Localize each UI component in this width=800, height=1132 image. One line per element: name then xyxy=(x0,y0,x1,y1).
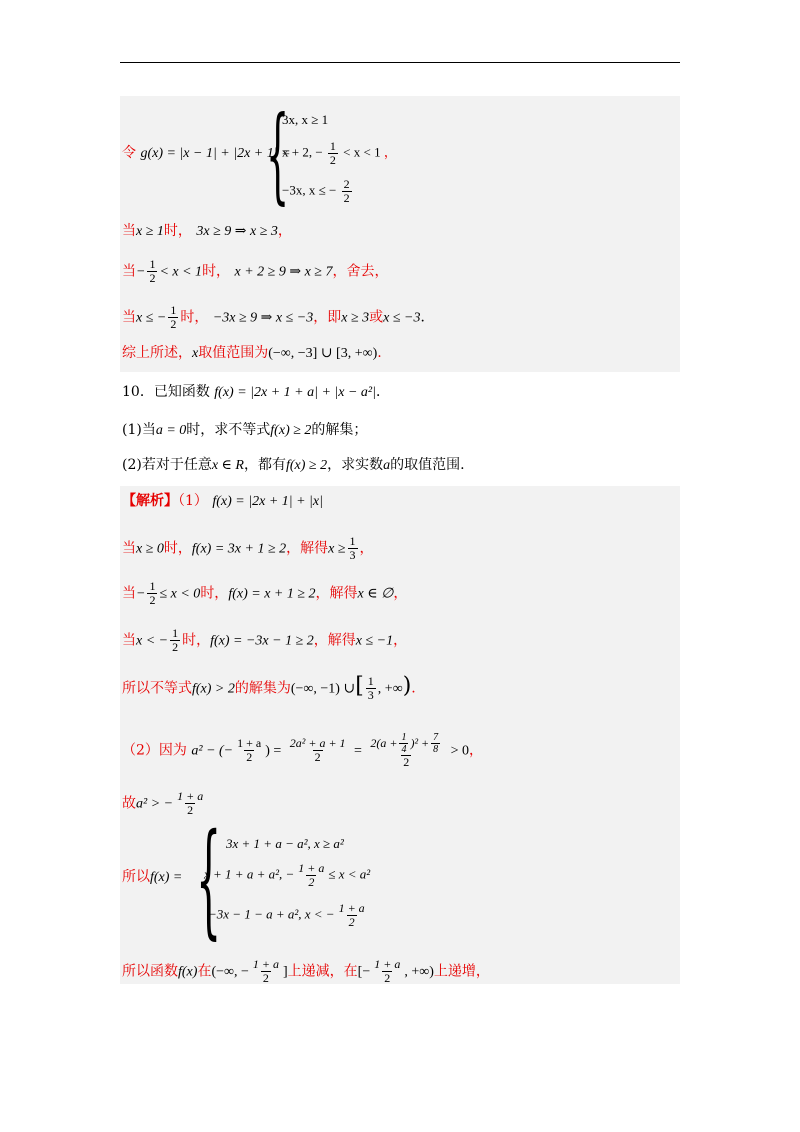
summary-t3: . xyxy=(377,345,382,361)
d1-t2: 时， xyxy=(163,540,192,557)
frac-den: 3 xyxy=(349,548,356,563)
mono-fx: f(x) xyxy=(178,964,198,980)
mono-i1-pre: (−∞, − xyxy=(211,964,249,980)
c2-frac xyxy=(147,258,157,285)
d4-t1: 所以不等式 xyxy=(122,680,192,697)
analysis-tag: 【解析】 xyxy=(122,493,178,509)
mono-i2-pre: [− xyxy=(357,964,371,980)
d4-ineq: f(x) > 2 xyxy=(192,681,235,697)
c3-t4: 或 xyxy=(369,309,384,326)
g-case-3-frac xyxy=(342,178,352,205)
q10-p2-ineq: f(x) ≥ 2 xyxy=(285,458,328,473)
frac-den: 2 xyxy=(343,191,350,206)
d2-expr: f(x) = x + 1 ≥ 2 xyxy=(228,586,316,602)
analysis-head xyxy=(122,494,323,509)
c3-t5: ． xyxy=(420,310,435,326)
g-lhs: g(x) = |x − 1| + |2x + 1| = xyxy=(140,146,291,161)
q10-part2 xyxy=(122,458,465,473)
frac-den: 4 xyxy=(401,744,407,755)
c3-e2: x ≥ 3 xyxy=(341,310,370,326)
d2-cond-pre: − xyxy=(136,586,146,602)
q10-fx: f(x) = |2x + 1 + a| + |x − a²| xyxy=(214,385,376,400)
g-case-2-post: < x < 1 xyxy=(343,144,381,160)
frac-den: 3 xyxy=(367,688,374,703)
q10-end: ． xyxy=(375,384,390,400)
piece-lhs xyxy=(122,870,182,885)
q10-stem xyxy=(122,385,390,400)
frac-den: 2 xyxy=(348,915,355,930)
frac-num: 1 xyxy=(149,257,156,271)
c1-expr: 3x ≥ 9 ⇒ x ≥ 3 xyxy=(196,224,278,239)
piece-fx: f(x) = xyxy=(150,870,183,885)
c1-cond: x ≥ 1 xyxy=(136,224,164,239)
case-line-3 xyxy=(122,304,435,331)
piece-brace: { xyxy=(196,808,222,952)
q10-p1-t2: 时，求不等式 xyxy=(186,422,271,438)
p2-gt: > 0 xyxy=(450,743,470,759)
frac-den: 2 xyxy=(187,803,194,818)
mono-t1: 所以函数 xyxy=(122,963,178,980)
mono-t4: 上递增， xyxy=(433,963,490,980)
d3-t4: ， xyxy=(393,632,408,649)
d4-rparen: ) xyxy=(402,673,412,699)
d1-t1: 当 xyxy=(122,540,136,557)
d4-frac xyxy=(366,675,376,702)
mono-i1-post: ] xyxy=(282,964,288,980)
d3-t1: 当 xyxy=(122,632,136,649)
piece-case-2-frac xyxy=(296,862,326,889)
c3-t3: ，即 xyxy=(313,309,342,326)
mono-t2: 在 xyxy=(197,963,212,980)
q10-p2-t3: ，求实数 xyxy=(327,457,384,473)
p2-f3-in1 xyxy=(399,732,408,755)
frac-num: 2a² + a + 1 xyxy=(289,735,346,750)
piece-case-2-post: ≤ x < a² xyxy=(328,866,371,882)
d2-t1: 当 xyxy=(122,585,136,602)
p2-tail: ， xyxy=(469,742,484,759)
g-case-3 xyxy=(282,178,354,205)
frac-num: 1 + a xyxy=(298,861,325,875)
d4-t2: 的解集为 xyxy=(234,680,291,697)
g-case-3-pre: −3x, x ≤ − xyxy=(282,182,337,198)
q10-p1-t3: 的解集； xyxy=(311,422,368,438)
c3-cond-pre: x ≤ − xyxy=(136,310,167,326)
g-brace: { xyxy=(266,93,290,215)
q10-p2-t4: 的取值范围. xyxy=(390,457,465,473)
frac-num: 1 + a xyxy=(338,901,365,915)
frac-num: 1 xyxy=(349,534,356,548)
summary-t1: 综上所述， xyxy=(122,345,192,361)
d2-cond-post: ≤ x < 0 xyxy=(159,586,201,602)
d2-t2: 时， xyxy=(200,585,229,602)
c3-frac xyxy=(168,304,178,331)
frac-num: 1 xyxy=(172,626,179,640)
d1-t4: ， xyxy=(359,540,374,557)
d3-expr: f(x) = −3x − 1 ≥ 2 xyxy=(210,633,314,649)
d4-t3: . xyxy=(411,680,416,697)
c2-t3: ，舍去， xyxy=(332,263,389,280)
d4-lbracket: [ xyxy=(355,673,364,699)
header-rule xyxy=(120,62,680,63)
frac-num: 1 xyxy=(367,674,374,688)
mono-line xyxy=(122,958,490,985)
d1-expr: f(x) = 3x + 1 ≥ 2 xyxy=(191,541,287,557)
analysis-fx: f(x) = |2x + 1| + |x| xyxy=(212,494,323,509)
d3-frac xyxy=(170,627,180,654)
c2-t1: 当 xyxy=(122,263,136,280)
gu-line xyxy=(122,790,207,817)
frac-den: 2 xyxy=(314,750,321,765)
q10-part1 xyxy=(122,423,367,438)
mono-i2-post: , +∞) xyxy=(404,964,434,980)
frac-num: 1 + a xyxy=(374,957,401,971)
case-line-2 xyxy=(122,258,389,285)
piece-case-3-frac xyxy=(337,902,367,929)
piece-case-2-pre: x + 1 + a + a², − xyxy=(204,866,295,882)
d-line-1 xyxy=(122,535,374,562)
piece-case-3 xyxy=(208,902,369,929)
q10-p2-t2: ，都有 xyxy=(243,457,286,473)
frac-num: 1 xyxy=(329,139,336,153)
d1-t3: ，解得 xyxy=(286,540,329,557)
g-case-1: 3x, x ≥ 1 xyxy=(282,112,329,127)
c3-e3: x ≤ −3 xyxy=(383,310,421,326)
d4-range-post: , +∞ xyxy=(377,681,403,697)
piece-case-2 xyxy=(204,862,370,889)
frac-num: 1 xyxy=(170,303,177,317)
p2-f3-mid: )² + xyxy=(410,735,430,750)
g-case-2-frac xyxy=(328,140,338,167)
mono-i2-frac xyxy=(372,958,402,985)
frac-num: 1 + a xyxy=(177,789,204,803)
d3-t2: 时， xyxy=(182,632,211,649)
d1-frac xyxy=(348,535,358,562)
frac-den: 2 xyxy=(246,750,253,765)
c3-t2: 时， xyxy=(180,309,209,326)
d3-t3: ，解得 xyxy=(313,632,356,649)
q10-p2-t1: (2)若对于任意 xyxy=(122,457,212,473)
d-line-4 xyxy=(122,675,416,702)
c2-t2: 时， xyxy=(202,263,231,280)
q10-p1-t1: (1)当 xyxy=(122,422,156,438)
analysis-part: （1） xyxy=(178,493,208,509)
d-line-3 xyxy=(122,627,407,654)
summary-x: x xyxy=(192,346,199,361)
p2-f3 xyxy=(368,732,444,769)
c2-expr: x + 2 ≥ 9 ⇒ x ≥ 7 xyxy=(234,264,333,280)
frac-num xyxy=(368,732,444,755)
p2-f1 xyxy=(235,737,263,764)
d2-res: x ∈ ∅ xyxy=(357,586,394,602)
d1-cond: x ≥ 0 xyxy=(136,541,164,557)
frac-den: 2 xyxy=(403,755,410,769)
frac-num: 7 xyxy=(433,732,439,743)
piece-case-3-pre: −3x − 1 − a + a², x < − xyxy=(208,906,335,922)
q10-p1-a0: a = 0 xyxy=(155,423,187,438)
frac-den: 2 xyxy=(149,271,156,286)
summary-range: (−∞, −3] ∪ [3, +∞) xyxy=(268,346,378,361)
c3-t1: 当 xyxy=(122,309,136,326)
g-tail: ， xyxy=(383,144,397,160)
frac-den: 2 xyxy=(149,593,156,608)
summary-line xyxy=(122,346,382,361)
p2-f3-in2 xyxy=(431,732,440,755)
gu-t1: 故 xyxy=(122,795,136,812)
d3-res: x ≤ −1 xyxy=(355,633,394,649)
p2-line xyxy=(122,732,483,769)
d4-range-pre: (−∞, −1) ∪ xyxy=(290,681,356,697)
mono-t3: 上递减，在 xyxy=(287,963,358,980)
d1-res: x ≥ xyxy=(328,541,346,557)
d2-frac xyxy=(147,580,157,607)
g-case-2-pre: x + 2, − xyxy=(282,144,323,160)
c2-cond-post: < x < 1 xyxy=(159,264,203,280)
frac-num: 1 xyxy=(401,732,407,743)
c1-t3: ， xyxy=(277,223,292,239)
frac-num: 1 + a xyxy=(252,957,279,971)
c3-expr: −3x ≥ 9 ⇒ x ≤ −3 xyxy=(212,310,314,326)
mono-i1-frac xyxy=(251,958,281,985)
d3-cond-pre: x < − xyxy=(136,633,169,649)
g-lead: 令 xyxy=(122,145,136,161)
frac-num: 1 xyxy=(149,579,156,593)
frac-den: 2 xyxy=(308,875,315,890)
c1-t1: 当 xyxy=(122,223,136,239)
summary-t2: 取值范围为 xyxy=(198,345,269,361)
p2-label: （2）因为 xyxy=(122,742,187,759)
frac-num: 2 xyxy=(343,177,350,191)
frac-den: 2 xyxy=(172,640,179,655)
frac-den: 2 xyxy=(170,317,177,332)
q10-num: 10．已知函数 xyxy=(122,384,210,400)
frac-den: 2 xyxy=(262,971,269,986)
g-case-2 xyxy=(282,140,397,167)
c1-t2: 时， xyxy=(163,223,192,239)
p2-f2 xyxy=(288,737,348,764)
d-line-2 xyxy=(122,580,407,607)
frac-den: 2 xyxy=(384,971,391,986)
c2-cond-pre: − xyxy=(136,264,146,280)
d2-t4: ， xyxy=(393,585,408,602)
p2-eq2: = xyxy=(354,743,362,759)
q10-p2-a: a xyxy=(383,458,391,473)
gu-expr: a² > − xyxy=(136,796,174,812)
frac-num: 1 + a xyxy=(237,735,262,750)
piece-t1: 所以 xyxy=(122,869,150,885)
piece-case-1: 3x + 1 + a − a², x ≥ a² xyxy=(226,836,344,851)
p2-f3-pre: 2(a + xyxy=(370,735,398,750)
d2-t3: ，解得 xyxy=(315,585,358,602)
q10-p2-xr: x ∈ R xyxy=(211,458,244,473)
p2-eq1: ) = xyxy=(265,743,282,759)
frac-den: 8 xyxy=(433,744,439,755)
frac-den: 2 xyxy=(329,153,336,168)
case-line-1 xyxy=(122,224,292,239)
q10-p1-ineq: f(x) ≥ 2 xyxy=(270,423,312,438)
p2-a2: a² − (− xyxy=(191,743,234,759)
